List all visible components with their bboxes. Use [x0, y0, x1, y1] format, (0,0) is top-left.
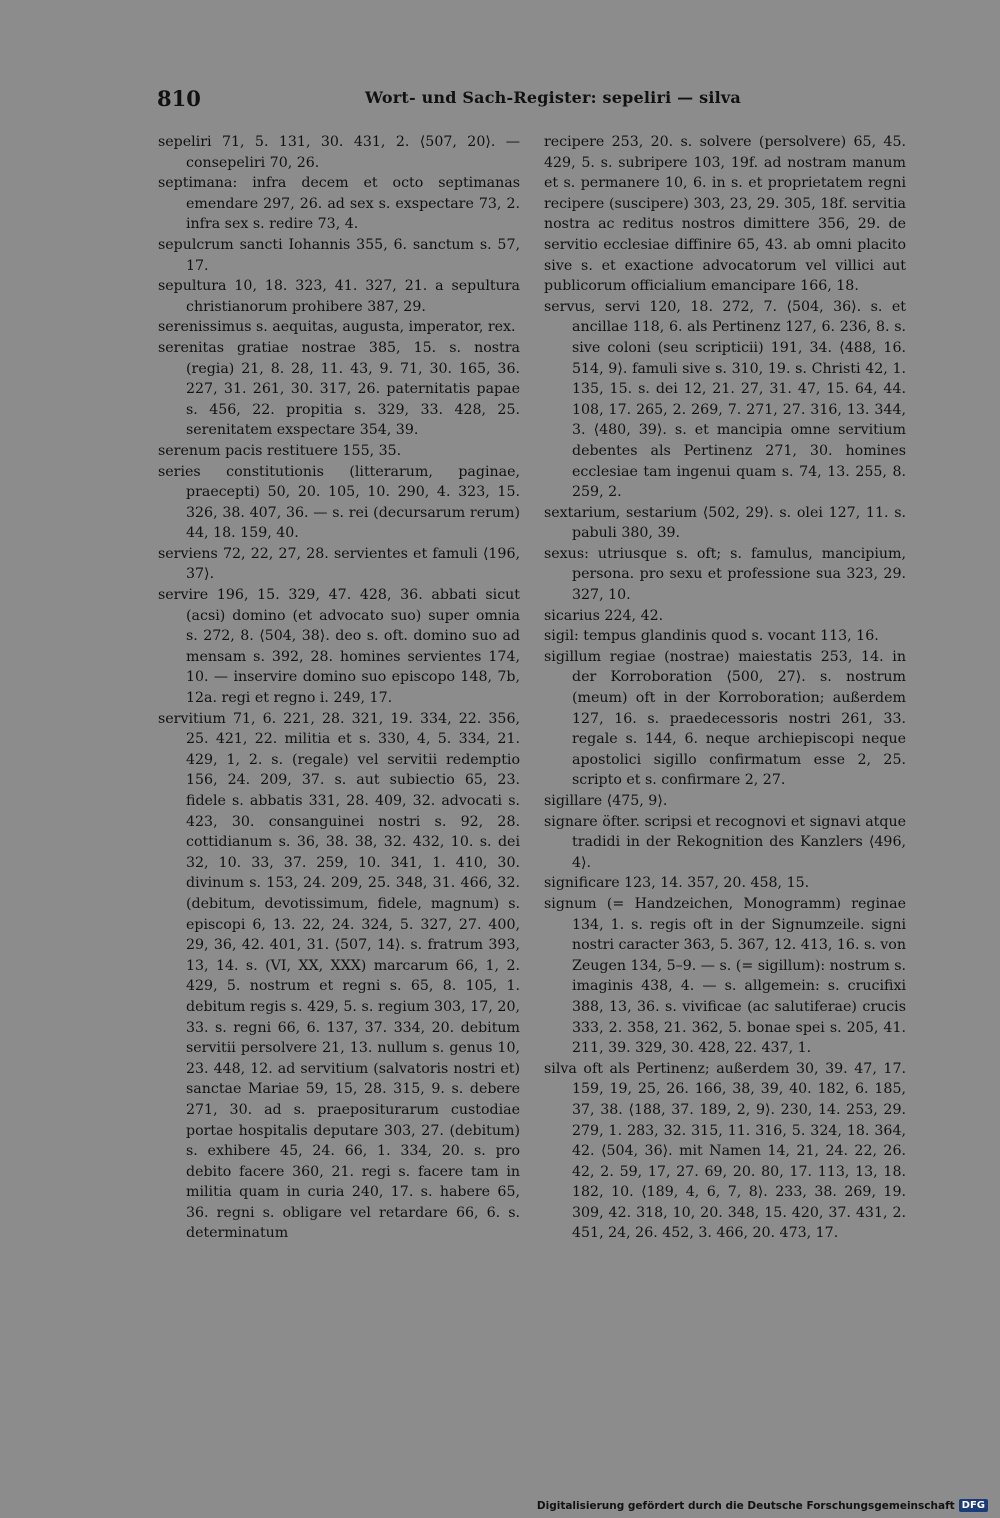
- index-entry: servus, servi 120, 18. 272, 7. ⟨504, 36⟩. s. et ancillae 118, 6. als Pertinenz 127, 6. 236, 8. s. sive coloni (seu scripticii) 191, 34. ⟨488, 16. 514, 9⟩. famuli sive s. 310, 19. s. Christi 42, 1. 135, 15. s. dei 12, 21. 27, 31. 47, 15. 64, 44. 108, 17. 265, 2. 269, 7. 271, 27. 316, 13. 344, 3. ⟨480, 39⟩. s. et mancipia omne servitium debentes als Pertinenz 271, 30. homines ecclesiae tam ingenui quam s. 74, 13. 255, 8. 259, 2.: [544, 298, 906, 501]
- index-entry: sepulcrum sancti Iohannis 355, 6. sanctum s. 57, 17.: [158, 236, 520, 274]
- index-entry: serviens 72, 22, 27, 28. servientes et famuli ⟨196, 37⟩.: [158, 545, 520, 583]
- index-entry: sigil: tempus glandinis quod s. vocant 113, 16.: [544, 628, 879, 645]
- index-entry: significare 123, 14. 357, 20. 458, 15.: [544, 875, 810, 892]
- index-entry: servire 196, 15. 329, 47. 428, 36. abbati sicut (acsi) domino (et advocato suo) super omnia s. 272, 8. ⟨504, 38⟩. deo s. oft. domino suo ad mensam s. 392, 28. homines servientes 174, 10. — inservire domino suo episcopo 148, 7b, 12a. regi et regno i. 249, 17.: [158, 587, 520, 707]
- page-number: 810: [157, 86, 201, 111]
- index-entry: series constitutionis (litterarum, paginae, praecepti) 50, 20. 105, 10. 290, 4. 323, 15. 326, 38. 407, 36. — s. rei (decursarum rerum) 44, 18. 159, 40.: [158, 463, 520, 542]
- index-entry: serenissimus s. aequitas, augusta, imperator, rex.: [158, 319, 516, 336]
- funding-credit: Digitalisierung gefördert durch die Deutsche Forschungsgemeinschaft: [536, 1499, 955, 1512]
- index-entry: sigillum regiae (nostrae) maiestatis 253, 14. in der Korroboration ⟨500, 27⟩. s. nostrum (meum) oft in der Korroboration; außerdem 127, 16. s. praedecessoris nostri 261, 33. regale s. 144, 6. neque archiepiscopi neque apostolici sigillo confirmatum esse 2, 25. scripto et s. confirmare 2, 27.: [544, 648, 906, 789]
- index-entry: silva oft als Pertinenz; außerdem 30, 39. 47, 17. 159, 19, 25, 26. 166, 38, 39, 40. 182, 6. 185, 37, 38. ⟨188, 37. 189, 2, 9⟩. 230, 14. 253, 29. 279, 1. 283, 32. 315, 11. 316, 5. 324, 18. 364, 42. ⟨504, 36⟩. mit Namen 14, 21, 24. 22, 26. 42, 2. 59, 17, 27. 69, 20. 80, 17. 113, 13, 18. 182, 10. ⟨189, 4, 6, 7, 8⟩. 233, 38. 269, 19. 309, 42. 318, 10, 20. 348, 15. 420, 37. 431, 2. 451, 24, 26. 452, 3. 466, 20. 473, 17.: [544, 1060, 906, 1242]
- running-head: Wort- und Sach-Register: sepeliri — silva: [365, 88, 741, 107]
- left-column: [158, 132, 520, 1244]
- index-entry: sexus: utriusque s. oft; s. famulus, mancipium, persona. pro sexu et professione sua 323, 29. 327, 10.: [544, 545, 906, 604]
- index-entry: sicarius 224, 42.: [544, 607, 664, 624]
- index-entry: sepeliri 71, 5. 131, 30. 431, 2. ⟨507, 20⟩. — consepeliri 70, 26.: [158, 134, 520, 171]
- dfg-logo-icon[interactable]: DFG: [959, 1499, 988, 1512]
- index-entry: sextarium, sestarium ⟨502, 29⟩. s. olei 127, 11. s. pabuli 380, 39.: [544, 504, 906, 542]
- index-entry: sepultura 10, 18. 323, 41. 327, 21. a sepultura christianorum prohibere 387, 29.: [158, 278, 520, 315]
- index-entry: septimana: infra decem et octo septimanas emendare 297, 26. ad sex s. exspectare 73, 2. infra sex s. redire 73, 4.: [158, 175, 520, 233]
- index-entry-continued: recipere 253, 20. s. solvere (persolvere) 65, 45. 429, 5. s. subripere 103, 19f. ad nostram manum et s. permanere 10, 6. in s. et proprietatem regni recipere (suscipere) 303, 23, 29. 305, 18f. servitia nostra ac reditus nostros dimittere 356, 29. de servitio ecclesiae diffinire 65, 43. ab omni placito sive s. et exactione advocatorum vel villici aut publicorum officialium emancipare 166, 18.: [544, 134, 906, 295]
- index-entry: servitium 71, 6. 221, 28. 321, 19. 334, 22. 356, 25. 421, 22. militia et s. 330, 4, 5. 334, 21. 429, 1, 2. s. (regale) vel servitii redemptio 156, 24. 209, 37. s. aut subiectio 65, 23. fidele s. abbatis 331, 28. 409, 32. advocati s. 423, 30. consanguinei nostri s. 92, 28. cottidianum s. 36, 38. 38, 32. 432, 10. s. dei 32, 10. 33, 37. 259, 10. 341, 1. 410, 30. divinum s. 153, 24. 209, 25. 348, 31. 466, 32. (debitum, devotissimum, fidele, magnum) s. episcopi 6, 13. 22, 24. 324, 5. 327, 27. 400, 29, 36, 42. 401, 31. ⟨507, 14⟩. s. fratrum 393, 13, 14. s. (VI, XX, XXX) marcarum 66, 1, 2. 429, 5. nostrum et regni s. 65, 8. 105, 1. debitum regis s. 429, 5. s. regium 303, 17, 20, 33. s. regni 66, 6. 137, 37. 334, 20. debitum servitii persolvere 21, 13. nullum s. genus 10, 23. 448, 12. ad servitium (salvatoris nostri et) sanctae Mariae 59, 15, 28. 315, 9. s. debere 271, 30. ad s. praepositurarum custodiae portae hospitalis deputare 303, 27. (debitum) s. exhibere 45, 24. 66, 1. 334, 20. s. pro debito facere 360, 21. regi s. facere tam in militia quam in curia 240, 17. s. habere 65, 36. regni s. obligare vel retardare 66, 6. s. determinatum: [158, 710, 520, 1242]
- index-entry: serenum pacis restituere 155, 35.: [158, 442, 402, 459]
- footer-credit: [537, 1499, 988, 1512]
- index-entry: sigillare ⟨475, 9⟩.: [544, 793, 668, 809]
- right-column: [544, 132, 906, 1244]
- index-entry: serenitas gratiae nostrae 385, 15. s. nostra (regia) 21, 8. 28, 11. 43, 9. 71, 30. 165, 36. 227, 31. 261, 30. 317, 26. paternitatis papae s. 456, 22. propitia s. 329, 33. 428, 25. serenitatem exspectare 354, 39.: [158, 339, 520, 439]
- index-entry: signare öfter. scripsi et recognovi et signavi atque tradidi in der Rekognition des Kanzlers ⟨496, 4⟩.: [544, 813, 906, 871]
- index-entry: signum (= Handzeichen, Monogramm) reginae 134, 1. s. regis oft in der Signumzeile. signi nostri caracter 363, 5. 367, 12. 413, 16. s. von Zeugen 134, 5–9. — s. (= sigillum): nostrum s. imaginis 438, 4. — s. allgemein: s. crucifixi 388, 13, 36. s. vivificae (ac salutiferae) crucis 333, 2. 358, 21. 362, 5. bonae spei s. 205, 41. 211, 39. 329, 30. 428, 22. 437, 1.: [544, 895, 906, 1057]
